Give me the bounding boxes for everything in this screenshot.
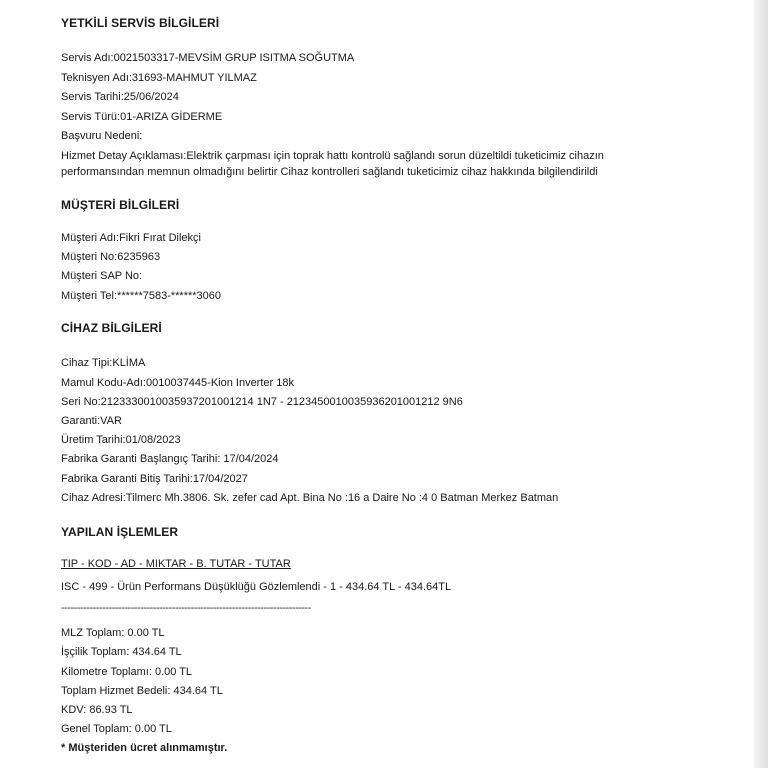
warranty-start-date: Fabrika Garanti Başlangıç Tarihi: 17/04/2024 [61, 453, 279, 465]
customer-name: Müşteri Adı:Fikri Fırat Dilekçi [61, 232, 201, 244]
customer-heading: MÜŞTERİ BİLGİLERİ [61, 198, 180, 212]
page-edge [754, 0, 768, 768]
grand-total: Genel Toplam: 0.00 TL [61, 723, 172, 735]
vat-amount: KDV: 86.93 TL [61, 704, 133, 716]
service-heading: YETKİLİ SERVİS BİLGİLERİ [61, 16, 220, 30]
service-date: Servis Tarihi:25/06/2024 [61, 91, 179, 103]
labor-total: İşçilik Toplam: 434.64 TL [61, 646, 182, 658]
operations-table-header: TIP - KOD - AD - MIKTAR - B. TUTAR - TUTAR [61, 558, 291, 570]
operations-row: ISC - 499 - Ürün Performans Düşüklüğü Gözlemlendi - 1 - 434.64 TL - 434.64TL [61, 581, 452, 593]
material-total: MLZ Toplam: 0.00 TL [61, 627, 165, 639]
service-detail-line-1: Hizmet Detay Açıklaması:Elektrik çarpması için toprak hattı kontrolü sağlandı sorun düzeltildi tuketicimiz cihazın [61, 150, 604, 162]
service-detail-line-2: performansından memnun olmadığını belirtir Cihaz kontrolleri sağlandı tuketicimiz cihaz hakkında bilgilendirildi [61, 166, 598, 178]
production-date: Üretim Tarihi:01/08/2023 [61, 434, 181, 446]
total-service-fee: Toplam Hizmet Bedeli: 434.64 TL [61, 685, 223, 697]
serial-number: Seri No:2123330010035937201001214 1N7 - 2123450010035936201001212 9N6 [61, 396, 463, 408]
customer-phone: Müşteri Tel:******7583-******3060 [61, 290, 222, 302]
separator-line: ------------------------------------------------------------------------------- [61, 602, 311, 614]
service-type: Servis Türü:01-ARIZA GİDERME [61, 111, 223, 123]
warranty-end-date: Fabrika Garanti Bitiş Tarihi:17/04/2027 [61, 473, 248, 485]
service-name: Servis Adı:0021503317-MEVSİM GRUP ISITMA SOĞUTMA [61, 52, 355, 64]
device-type: Cihaz Tipi:KLİMA [61, 357, 146, 369]
device-heading: CİHAZ BİLGİLERİ [61, 321, 162, 335]
operations-heading: YAPILAN İŞLEMLER [61, 525, 179, 539]
no-charge-note: * Müşteriden ücret alınmamıştır. [61, 742, 228, 754]
customer-number: Müşteri No:6235963 [61, 251, 161, 263]
kilometer-total: Kilometre Toplamı: 0.00 TL [61, 666, 193, 678]
application-reason: Başvuru Nedeni: [61, 130, 143, 142]
product-code: Mamul Kodu-Adı:0010037445-Kion Inverter 18k [61, 377, 294, 389]
technician-name: Teknisyen Adı:31693-MAHMUT YILMAZ [61, 72, 257, 84]
warranty: Garanti:VAR [61, 415, 122, 427]
device-address: Cihaz Adresi:Tilmerc Mh.3806. Sk. zefer cad Apt. Bina No :16 a Daire No :4 0 Batman Merkez Batman [61, 492, 559, 504]
customer-sap-number: Müşteri SAP No: [61, 270, 143, 282]
